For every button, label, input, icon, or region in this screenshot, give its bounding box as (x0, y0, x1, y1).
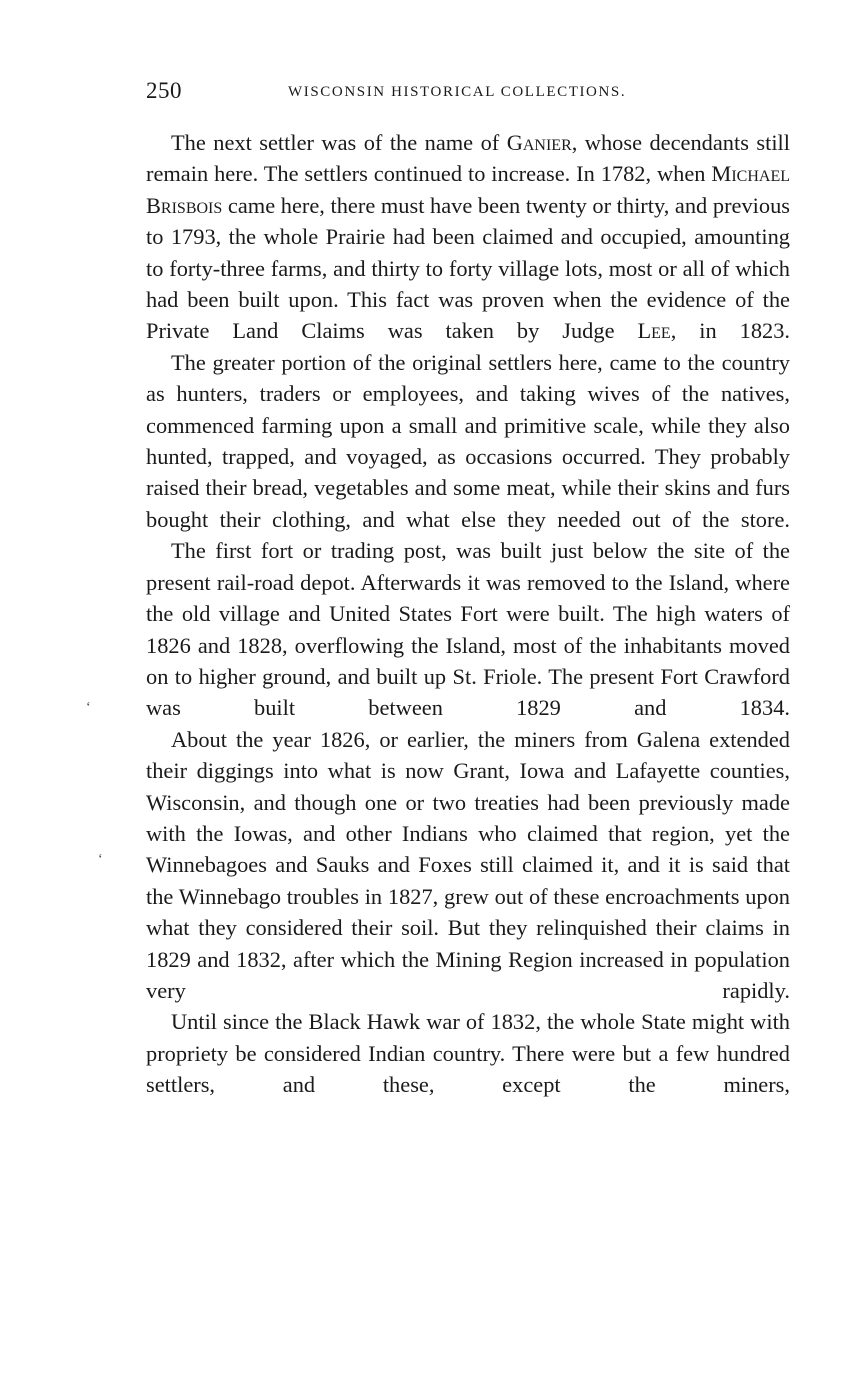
paragraph-4: About the year 1826, or earlier, the miners from Galena extended their diggings into what is now Grant, Iowa and Lafayette counties, Wisconsin, and though one or two treaties had been previously made with the Iowas, and other Indians who claimed that region, yet the Winnebagoes and Sauks and Foxes still claimed it, and it is said that the Winnebago troubles in 1827, grew out of these encroachments upon what they considered their soil. But they relinquished their claims in 1829 and 1832, after which the Mining Region increased in population very rapidly. (146, 726, 790, 1003)
running-title: WISCONSIN HISTORICAL COLLECTIONS. (288, 84, 627, 100)
name-ganier: Ganier (506, 130, 572, 155)
para-1-text-2: , whose decendants still remain here. The settlers continued to increase. In 1782, when (146, 130, 790, 187)
margin-speck: ‘ (86, 700, 91, 715)
margin-speck: ‘ (98, 852, 103, 867)
page-number: 250 (146, 78, 182, 103)
page-header (146, 78, 790, 110)
paragraph-2: The greater portion of the original settlers here, came to the country as hunters, traders or employees, and taking wives of the natives, commenced farming upon a small and primitive scale, while they also hunted, trapped, and voyaged, as occasions occurred. They probably raised their bread, vegetables and some meat, while their skins and furs bought their clothing, and what else they needed out of the store. (146, 349, 790, 532)
para-1-text-3: came here, there must have been twenty or thirty, and previous to 1793, the whole Prairie had been claimed and occupied, amounting to forty-three farms, and thirty to forty village lots, most or all of which had been built upon. This fact was proven when the evidence of the Private Land Claims was taken by Judge (146, 192, 790, 344)
paragraph-3: The first fort or trading post, was built just below the site of the present rail-road depot. Afterwards it was removed to the Island, where the old village and United States Fort were built. The high waters of 1826 and 1828, overflowing the Island, most of the inhabitants moved on to higher ground, and built up St. Friole. The present Fort Crawford was built between 1829 and 1834. (146, 538, 790, 721)
paragraph-1 (146, 127, 790, 347)
body-text (146, 127, 790, 1101)
paragraph-5: Until since the Black Hawk war of 1832, the whole State might with propriety be considered Indian country. There were but a few hundred settlers, and these, except the miners, (146, 1009, 790, 1098)
para-1-text-1: The next settler was of the name of (171, 130, 507, 155)
para-1-text-4: , in 1823. (670, 318, 790, 344)
name-michael-brisbois: Michael Brisbois (146, 161, 790, 218)
name-lee: Lee (637, 318, 671, 344)
